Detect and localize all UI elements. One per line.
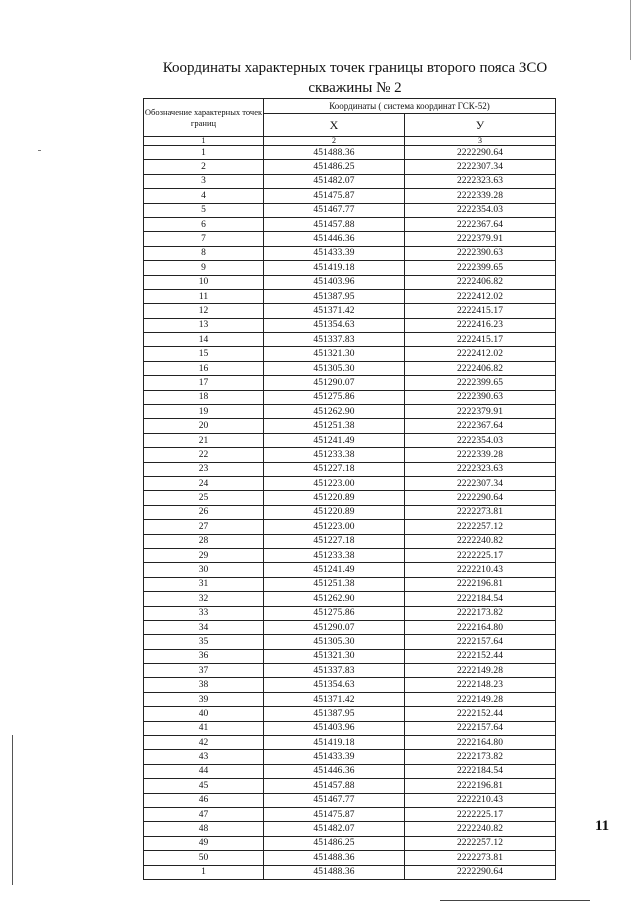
y-coordinate-cell: 2222307.34: [405, 160, 556, 174]
y-coordinate-cell: 2222367.64: [405, 217, 556, 231]
point-number-cell: 24: [144, 476, 264, 490]
y-coordinate-cell: 2222210.43: [405, 793, 556, 807]
y-coordinate-cell: 2222196.81: [405, 779, 556, 793]
point-number-cell: 30: [144, 563, 264, 577]
point-number-cell: 20: [144, 419, 264, 433]
y-coordinate-cell: 2222152.44: [405, 707, 556, 721]
point-number-cell: 36: [144, 649, 264, 663]
point-number-cell: 25: [144, 491, 264, 505]
table-row: [144, 520, 556, 534]
x-coordinate-cell: 451262.90: [264, 592, 405, 606]
point-number-cell: 12: [144, 304, 264, 318]
x-coordinate-cell: 451457.88: [264, 779, 405, 793]
point-number-cell: 3: [144, 174, 264, 188]
point-number-cell: 17: [144, 376, 264, 390]
table-row: [144, 836, 556, 850]
y-coordinate-cell: 2222406.82: [405, 361, 556, 375]
x-coordinate-cell: 451305.30: [264, 635, 405, 649]
table-row: [144, 692, 556, 706]
y-coordinate-cell: 2222290.64: [405, 865, 556, 879]
x-coordinate-cell: 451251.38: [264, 419, 405, 433]
x-coordinate-cell: 451233.38: [264, 548, 405, 562]
x-coordinate-cell: 451446.36: [264, 232, 405, 246]
x-coordinate-cell: 451403.96: [264, 721, 405, 735]
point-number-cell: 1: [144, 146, 264, 160]
y-coordinate-cell: 2222196.81: [405, 577, 556, 591]
x-coordinate-cell: 451262.90: [264, 405, 405, 419]
column-number: 2: [264, 137, 405, 146]
table-row: [144, 304, 556, 318]
point-number-cell: 18: [144, 390, 264, 404]
table-row: [144, 333, 556, 347]
y-coordinate-cell: 2222273.81: [405, 505, 556, 519]
table-row: [144, 606, 556, 620]
table-row: [144, 721, 556, 735]
table-row: [144, 750, 556, 764]
point-number-cell: 4: [144, 189, 264, 203]
table-row: [144, 592, 556, 606]
table-row: [144, 318, 556, 332]
x-coordinate-cell: 451290.07: [264, 620, 405, 634]
x-coordinate-cell: 451446.36: [264, 764, 405, 778]
table-row: [144, 534, 556, 548]
x-coordinate-cell: 451433.39: [264, 246, 405, 260]
table-row: [144, 807, 556, 821]
x-coordinate-cell: 451387.95: [264, 707, 405, 721]
y-coordinate-cell: 2222149.28: [405, 664, 556, 678]
table-row: [144, 563, 556, 577]
point-number-cell: 48: [144, 822, 264, 836]
scan-edge-line: [630, 0, 631, 60]
table-row: [144, 678, 556, 692]
y-coordinate-cell: 2222416.23: [405, 318, 556, 332]
table-row: [144, 635, 556, 649]
y-coordinate-cell: 2222339.28: [405, 189, 556, 203]
table-row: [144, 577, 556, 591]
y-coordinate-cell: 2222225.17: [405, 807, 556, 821]
table-row: [144, 376, 556, 390]
point-number-cell: 6: [144, 217, 264, 231]
y-coordinate-cell: 2222149.28: [405, 692, 556, 706]
y-coordinate-cell: 2222390.63: [405, 246, 556, 260]
point-number-cell: 33: [144, 606, 264, 620]
x-coordinate-cell: 451337.83: [264, 333, 405, 347]
x-coordinate-cell: 451488.36: [264, 865, 405, 879]
table-row: [144, 779, 556, 793]
table-row: [144, 491, 556, 505]
x-coordinate-cell: 451371.42: [264, 692, 405, 706]
table-row: [144, 347, 556, 361]
table-row: [144, 217, 556, 231]
x-coordinate-cell: 451467.77: [264, 203, 405, 217]
header-y: У: [405, 114, 556, 137]
y-coordinate-cell: 2222412.02: [405, 289, 556, 303]
x-coordinate-cell: 451371.42: [264, 304, 405, 318]
table-row: [144, 707, 556, 721]
table-row: [144, 476, 556, 490]
x-coordinate-cell: 451321.30: [264, 347, 405, 361]
point-number-cell: 29: [144, 548, 264, 562]
x-coordinate-cell: 451475.87: [264, 189, 405, 203]
x-coordinate-cell: 451233.38: [264, 448, 405, 462]
table-row: [144, 146, 556, 160]
y-coordinate-cell: 2222399.65: [405, 376, 556, 390]
y-coordinate-cell: 2222157.64: [405, 635, 556, 649]
x-coordinate-cell: 451488.36: [264, 146, 405, 160]
table-row: [144, 160, 556, 174]
table-row: [144, 448, 556, 462]
title-line-2: скважины № 2: [308, 80, 402, 96]
x-coordinate-cell: 451486.25: [264, 160, 405, 174]
margin-line: [12, 735, 13, 885]
y-coordinate-cell: 2222257.12: [405, 520, 556, 534]
x-coordinate-cell: 451321.30: [264, 649, 405, 663]
y-coordinate-cell: 2222390.63: [405, 390, 556, 404]
x-coordinate-cell: 451275.86: [264, 390, 405, 404]
table-row: [144, 275, 556, 289]
y-coordinate-cell: 2222273.81: [405, 851, 556, 865]
y-coordinate-cell: 2222210.43: [405, 563, 556, 577]
y-coordinate-cell: 2222406.82: [405, 275, 556, 289]
title-line-1: Координаты характерных точек границы второго пояса ЗСО: [162, 60, 548, 76]
coordinates-table: [143, 98, 556, 880]
y-coordinate-cell: 2222379.91: [405, 405, 556, 419]
x-coordinate-cell: 451482.07: [264, 174, 405, 188]
y-coordinate-cell: 2222290.64: [405, 491, 556, 505]
table-row: [144, 793, 556, 807]
table-row: [144, 189, 556, 203]
x-coordinate-cell: 451486.25: [264, 836, 405, 850]
point-number-cell: 21: [144, 433, 264, 447]
point-number-cell: 22: [144, 448, 264, 462]
table-row: [144, 649, 556, 663]
point-number-cell: 19: [144, 405, 264, 419]
column-number: 1: [144, 137, 264, 146]
table-row: [144, 865, 556, 879]
point-number-cell: 45: [144, 779, 264, 793]
table-row: [144, 419, 556, 433]
point-number-cell: 9: [144, 261, 264, 275]
x-coordinate-cell: 451241.49: [264, 563, 405, 577]
point-number-cell: 47: [144, 807, 264, 821]
table-row: [144, 548, 556, 562]
x-coordinate-cell: 451419.18: [264, 736, 405, 750]
point-number-cell: 41: [144, 721, 264, 735]
table-row: [144, 462, 556, 476]
page-number: 11: [595, 818, 610, 834]
y-coordinate-cell: 2222379.91: [405, 232, 556, 246]
margin-mark: [38, 150, 41, 151]
y-coordinate-cell: 2222240.82: [405, 534, 556, 548]
table-row: [144, 405, 556, 419]
point-number-cell: 40: [144, 707, 264, 721]
y-coordinate-cell: 2222184.54: [405, 592, 556, 606]
point-number-cell: 13: [144, 318, 264, 332]
point-number-cell: 32: [144, 592, 264, 606]
table-row: [144, 736, 556, 750]
x-coordinate-cell: 451488.36: [264, 851, 405, 865]
point-number-cell: 35: [144, 635, 264, 649]
point-number-cell: 31: [144, 577, 264, 591]
point-number-cell: 8: [144, 246, 264, 260]
point-number-cell: 5: [144, 203, 264, 217]
point-number-cell: 15: [144, 347, 264, 361]
header-coordinate-system: Координаты ( система координат ГСК-52): [264, 99, 556, 114]
point-number-cell: 7: [144, 232, 264, 246]
point-number-cell: 37: [144, 664, 264, 678]
table-row: [144, 620, 556, 634]
x-coordinate-cell: 451419.18: [264, 261, 405, 275]
point-number-cell: 39: [144, 692, 264, 706]
header-x: X: [264, 114, 405, 137]
y-coordinate-cell: 2222164.80: [405, 620, 556, 634]
table-row: [144, 433, 556, 447]
y-coordinate-cell: 2222354.03: [405, 203, 556, 217]
table-row: [144, 174, 556, 188]
table-row: [144, 232, 556, 246]
point-number-cell: 11: [144, 289, 264, 303]
y-coordinate-cell: 2222225.17: [405, 548, 556, 562]
column-number: 3: [405, 137, 556, 146]
y-coordinate-cell: 2222399.65: [405, 261, 556, 275]
y-coordinate-cell: 2222354.03: [405, 433, 556, 447]
y-coordinate-cell: 2222367.64: [405, 419, 556, 433]
table-row: [144, 764, 556, 778]
scan-bottom-line: [440, 900, 590, 901]
table-row: [144, 289, 556, 303]
y-coordinate-cell: 2222415.17: [405, 304, 556, 318]
y-coordinate-cell: 2222323.63: [405, 174, 556, 188]
point-number-cell: 42: [144, 736, 264, 750]
point-number-cell: 10: [144, 275, 264, 289]
x-coordinate-cell: 451354.63: [264, 678, 405, 692]
y-coordinate-cell: 2222148.23: [405, 678, 556, 692]
y-coordinate-cell: 2222412.02: [405, 347, 556, 361]
y-coordinate-cell: 2222173.82: [405, 750, 556, 764]
x-coordinate-cell: 451227.18: [264, 462, 405, 476]
column-number-row: [144, 137, 556, 146]
table-row: [144, 246, 556, 260]
y-coordinate-cell: 2222290.64: [405, 146, 556, 160]
table-row: [144, 361, 556, 375]
point-number-cell: 50: [144, 851, 264, 865]
x-coordinate-cell: 451223.00: [264, 476, 405, 490]
point-number-cell: 44: [144, 764, 264, 778]
y-coordinate-cell: 2222240.82: [405, 822, 556, 836]
y-coordinate-cell: 2222339.28: [405, 448, 556, 462]
table-row: [144, 390, 556, 404]
point-number-cell: 1: [144, 865, 264, 879]
point-number-cell: 2: [144, 160, 264, 174]
point-number-cell: 27: [144, 520, 264, 534]
x-coordinate-cell: 451305.30: [264, 361, 405, 375]
x-coordinate-cell: 451354.63: [264, 318, 405, 332]
y-coordinate-cell: 2222157.64: [405, 721, 556, 735]
x-coordinate-cell: 451223.00: [264, 520, 405, 534]
y-coordinate-cell: 2222164.80: [405, 736, 556, 750]
x-coordinate-cell: 451403.96: [264, 275, 405, 289]
x-coordinate-cell: 451475.87: [264, 807, 405, 821]
table-row: [144, 203, 556, 217]
point-number-cell: 16: [144, 361, 264, 375]
x-coordinate-cell: 451457.88: [264, 217, 405, 231]
y-coordinate-cell: 2222307.34: [405, 476, 556, 490]
point-number-cell: 23: [144, 462, 264, 476]
point-number-cell: 26: [144, 505, 264, 519]
table-row: [144, 851, 556, 865]
y-coordinate-cell: 2222257.12: [405, 836, 556, 850]
point-number-cell: 49: [144, 836, 264, 850]
point-number-cell: 14: [144, 333, 264, 347]
x-coordinate-cell: 451467.77: [264, 793, 405, 807]
table-row: [144, 261, 556, 275]
header-designation: Обозначение характерных точек границ: [144, 99, 264, 137]
x-coordinate-cell: 451387.95: [264, 289, 405, 303]
table-row: [144, 505, 556, 519]
point-number-cell: 46: [144, 793, 264, 807]
table-row: [144, 664, 556, 678]
point-number-cell: 28: [144, 534, 264, 548]
x-coordinate-cell: 451275.86: [264, 606, 405, 620]
x-coordinate-cell: 451220.89: [264, 491, 405, 505]
x-coordinate-cell: 451227.18: [264, 534, 405, 548]
x-coordinate-cell: 451482.07: [264, 822, 405, 836]
y-coordinate-cell: 2222184.54: [405, 764, 556, 778]
x-coordinate-cell: 451337.83: [264, 664, 405, 678]
point-number-cell: 38: [144, 678, 264, 692]
point-number-cell: 43: [144, 750, 264, 764]
x-coordinate-cell: 451251.38: [264, 577, 405, 591]
table-row: [144, 822, 556, 836]
x-coordinate-cell: 451433.39: [264, 750, 405, 764]
x-coordinate-cell: 451220.89: [264, 505, 405, 519]
x-coordinate-cell: 451241.49: [264, 433, 405, 447]
y-coordinate-cell: 2222415.17: [405, 333, 556, 347]
point-number-cell: 34: [144, 620, 264, 634]
y-coordinate-cell: 2222173.82: [405, 606, 556, 620]
x-coordinate-cell: 451290.07: [264, 376, 405, 390]
y-coordinate-cell: 2222323.63: [405, 462, 556, 476]
page-title: [140, 58, 570, 98]
y-coordinate-cell: 2222152.44: [405, 649, 556, 663]
